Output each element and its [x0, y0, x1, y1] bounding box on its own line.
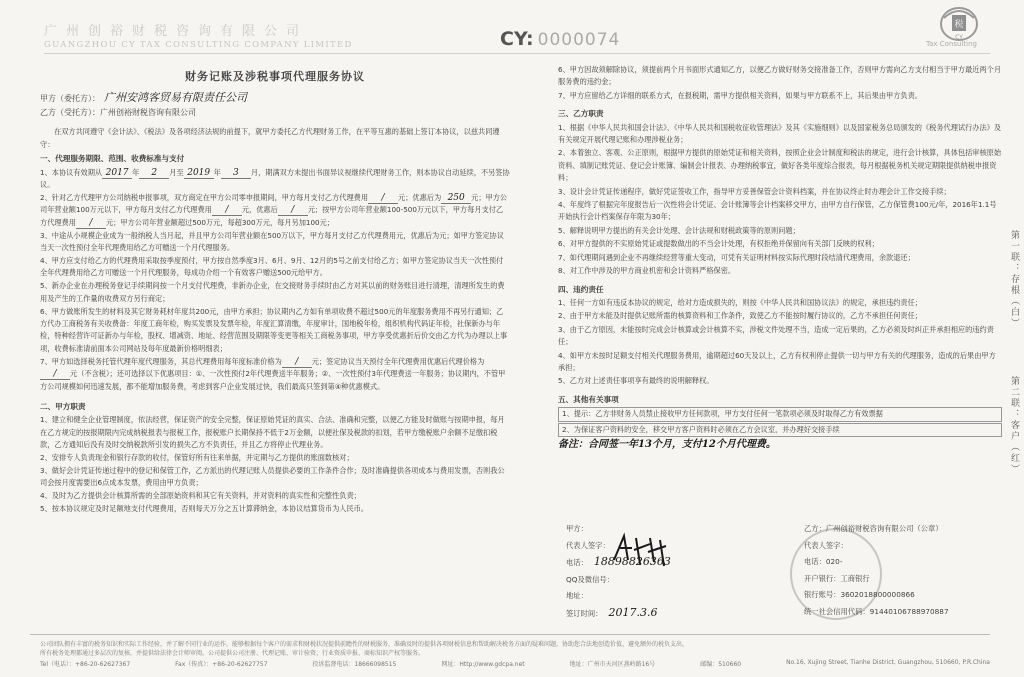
svg-text:CY: CY	[955, 34, 963, 41]
sig-b-credit: 统一社会信用代码：91440106788970887	[804, 606, 949, 616]
handwritten-fill: /	[368, 193, 398, 204]
party-a-handwritten-signature	[610, 530, 680, 570]
section-2-clause: 4、及时为乙方提供会计核算所需的全部原始资料和其它有关资料，并对资料的真实性和完整性负责；	[40, 491, 361, 501]
serial-value: 0000074	[537, 30, 621, 50]
section-3-clause: 6、对甲方提供的不实原始凭证或提数做出的不当会计处理，有权拒绝并保留向有关部门反映的权利；	[558, 239, 879, 249]
section-3-clause: 4、年度终了根据完年度报告后一次性将会计凭证、会计账簿等会计档案移交甲方，由甲方自行保管，乙方保管费100元/年，2016年1.1号开始执行会计档案保存年限为30年；	[558, 200, 997, 222]
party-b-signature-block	[804, 521, 1004, 620]
footer-fax: Fax（传真）：+86-20-62627757	[175, 661, 268, 668]
handwritten-fill: 250	[441, 193, 471, 204]
section-4-clause: 4、如甲方未按时足额支付相关代理服务费用，逾期超过60天及以上，乙方有权利停止提供一切与甲方有关的代理服务，造成的后果由甲方承担；	[558, 350, 996, 372]
sig-a-address: 地址：	[566, 591, 588, 600]
sig-b-party: 乙方：广州创裕财税咨询有限公司（公章）	[804, 524, 943, 533]
handwritten-fill: 2017	[102, 168, 132, 179]
party-b-name: 广州创裕财税咨询有限公司	[100, 108, 196, 118]
section-4-clause: 1、任何一方如有违反本协议的规定，给对方造成损失的，则按《中华人民共和国协议法》的规定，承担违约责任；	[558, 297, 922, 307]
serial-number	[500, 28, 620, 50]
handwritten-fill: /	[76, 218, 106, 229]
section-1-clause: 5、新办企业在办理税务登记手续期间按一个月支付代理费，非新办企业，在交接财务手续时由乙方对其以前的财务账目进行清理，清理所发生的费用及产生的工作量的收费双方另行商定；	[40, 281, 505, 303]
handwritten-fill: /	[40, 369, 70, 380]
sig-a-date: 签订时间： 2017.3.6	[566, 605, 658, 619]
section-3-clause: 2、本着独立、客观、公正原则，根据甲方提供的原始凭证和相关资料，按照企业会计制度和税法的规定，进行会计核算，具体包括审核原始资料、填制记账凭证、登记会计账簿、编制会计报表、办理纳税事宜，做好各类年度综合报表，每月根据税务机关规定期限提供纳税申报资料；	[558, 148, 1002, 183]
company-name-cn: 广州创裕财税咨询有限公司	[44, 24, 309, 39]
sig-b-account: 银行账号：3602018800000866	[804, 590, 915, 599]
section-2-clause: 7、甲方应留给乙方详细的联系方式，在报税期，需甲方提供相关资料，如果与甲方联系不上，其后果由甲方负责。	[558, 90, 922, 100]
left-column	[40, 60, 510, 516]
handwritten-fill: /	[278, 205, 308, 216]
section-3-clauses	[558, 122, 1002, 278]
sig-b-rep: 代表人签字：	[804, 540, 848, 550]
section-1-title: 一、代理服务期限、范围、收费标准与支付	[40, 154, 185, 164]
handwritten-fill: 2	[139, 168, 169, 179]
section-3-clause: 8、对工作中涉及的甲方商业机密和会计资料严格保密。	[558, 266, 736, 276]
section-3-title: 三、乙方职责	[558, 109, 604, 119]
section-4-clauses	[558, 297, 1002, 388]
stub-label-2: 第二联：客户（红）	[1009, 376, 1019, 475]
section-4-clause: 5、乙方对上述责任事项享有最终的说明解释权。	[558, 376, 714, 386]
section-2-clause: 6、甲方因故须解除协议，须提前两个月书面形式通知乙方，以便乙方做好财务交接准备工作，否则甲方需向乙方支付相当于甲方最近两个月服务费的违约金；	[558, 65, 1002, 87]
footer-postcode: 邮编：510660	[700, 661, 742, 668]
section-2-clause: 1、建立和健全企业管理制度，依法经营，保证资产的安全完整，保证原始凭证的真实、合法、准确和完整，以便乙方能及时做账与按期申报，每月在乙方规定的按报期限内完成纳税报表与报税工作，报税账户长期保持不低于2万金额，以便社保及税款的扣划，若甲方缴税账户余额不足缴扣税款，乙方通知后没有及时交纳税款所引发的损失乙方不负责任，并且乙方将停止代理业务。	[40, 415, 505, 450]
section-2-continued	[558, 64, 1002, 102]
section-5-clause: 1、提示：乙方非财务人员禁止接收甲方任何款项，甲方支付任何一笔款项必须及时取得乙方有效票据	[558, 407, 1002, 421]
logo-caption: Tax Consulting	[926, 40, 977, 48]
section-5-clauses	[558, 407, 1002, 437]
section-1-clause: 2、针对乙方代理甲方公司纳税申报事项，双方商定在甲方公司零申报期间，甲方每月支付乙方代理费用 / 元；优惠后为 250 元；甲方公司年营业额100万元以下，甲方每月支付乙方代理费用 / 元，优惠后 / 元；按甲方公司年营业额100-500万元以下，甲方每月支付乙方代理费用 / 元；甲方公司年营业额超过500万元，每超300万元，每月另加100元；	[40, 192, 508, 228]
sig-b-bank: 开户银行：工商银行	[804, 573, 870, 583]
section-1-clause: 7、甲方如选择税务托管代理年度代理服务，其总代理费用每年度标准价格为 / 元；签定协议当天预付全年代理费用优惠后代理价格为/ 元（不含税）；还可选择以下优惠项目：①、一次性预付2年代理费送半年服务；②、一次性预付3年代理费送一年服务；协议期内，不管甲方公司规模如何迅速发展，都不能增加服务费，考虑到客户企业发展过快，我们最高只签到第④种优惠模式。	[40, 356, 506, 391]
section-1-clause: 1、本协议有效期从 2017 年 2 月至 2019 年 3 月，期满双方未提出书面异议视继续代理财务工作，则本协议自动延续，不另签协议。	[40, 167, 510, 190]
section-5-title: 五、其他有关事项	[558, 394, 619, 404]
section-2-clause: 5、按本协议规定及时足额地支付代理费用，否则每天万分之五计算滞纳金，本协议结算货币为人民币。	[40, 504, 369, 514]
stub-label-1: 第一联：存根（白）	[1009, 230, 1019, 329]
footer-divider	[30, 634, 990, 635]
footer-address-en: No.16, Xujing Street, Tianhe District, Guangzhou, 510660, P.R.China	[786, 659, 990, 666]
sig-a-qq: QQ及微信号：	[566, 574, 614, 584]
section-3-clause: 7、如代理期间遇到企业不再继续经营等重大变动，可凭有关证明材料按实际代理时段结清代理费用，余款退还；	[558, 252, 915, 262]
section-2-clause: 2、安排专人负责现金和银行存款的收付，保管好所有往来单据，并定期与乙方提供的账面数核对；	[40, 453, 354, 463]
footer-line-2: 所有税务处理都通过多层次的复核，并提供给法律会计师审阅。公司提供公司注册、代理记账、审计验资、行业资质申报、商标知识产权等服务。	[40, 650, 425, 657]
sig-b-phone: 电话：020-	[804, 557, 843, 566]
intro-paragraph: 在双方共同遵守《会计法》、《税法》及各项经济法规的前提下，就甲方委托乙方代理财务工作，在平等互惠的基础上签订本协议，以兹共同遵守：	[40, 127, 500, 149]
serial-label: CY:	[500, 28, 534, 50]
section-4-clause: 2、由于甲方未能及时提供记账所需的核算资料和工作条件，致使乙方不能按时履行协议的，乙方不承担任何责任；	[558, 311, 922, 321]
header-divider	[44, 53, 990, 54]
section-5-clause: 2、为保证客户资料的安全，移交甲方客户资料时必须在乙方会议室，并办理好交接手续	[558, 423, 1002, 437]
party-b-line	[40, 106, 510, 120]
footer-tel: Tel（电话）：+86-20-62627367	[40, 661, 131, 668]
section-4-clause: 3、由于乙方原因，未能按时完成会计核算或会计核算不实，涉税文件处理不当，造成一定后果的，乙方必须及时纠正并承担相应的违约责任；	[558, 324, 994, 347]
company-name-en: GUANGZHOU CY TAX CONSULTING COMPANY LIMITED	[44, 40, 353, 50]
section-1-clause: 3、中途从小规模企业成为一般纳税人当月起，并且甲方公司年营业额在500万以下，甲方每月支付乙方代理费用元，优惠后为元；如甲方签定协议当天一次性预付全年代理费用给乙方可赠送一个月代理服务。	[40, 230, 504, 253]
section-1-clauses	[40, 167, 510, 393]
handwritten-fill: 2019	[184, 168, 214, 179]
footer-address: 地址：广州市天河区燕岭路16号	[569, 661, 656, 668]
section-1-clause: 6、甲方做账所发生的材料及其它财务耗材年度共200元，由甲方承担；协议期内乙方如有单项收费不超过500元的年度服务费用不再另行通知；乙方代办工商税务有关收费备：年度工商年检，购买发票及发票年检，年度汇算清缴，年度审计，国地税年检，组织机构代码证年检，社保新办与年检，特种经营许可证新办与年检，股权、增减资、地址、经营范围及期限等变更等相关工商税务事项，甲方享受优惠折后价交由乙方代为办理以上事项，收费标准请前面本公司网站及每年度最新价格明细表；	[40, 306, 508, 353]
handwritten-remark: 备注：合同签一年13个月，支付12个月代理费。	[558, 438, 776, 450]
section-1-clause: 4、甲方应支付给乙方的代理费用采取按季度预付，甲方按自然季度3月、6月、9月、12月的5号之前支付给乙方；如甲方签定协议当天一次性预付全年代理费用给乙方可赠送一个月代理服务，每成功介绍一个有效客户赠送500元给甲方。	[40, 255, 504, 278]
footer-mobile: 投诉监督电话：18666098515	[312, 661, 397, 668]
section-3-clause: 5、解释说明甲方提出的有关会计处理、会计法规和财税政策等的原则问题；	[558, 225, 800, 235]
section-3-clause: 1、根据《中华人民共和国会计法》、《中华人民共和国税收征收管理法》及其《实施细则》以及国家税务总局颁发的《税务代理试行办法》及有关规定开展代理记账和办理涉税业务；	[558, 122, 1002, 145]
document-title: 财务记账及涉税事项代理服务协议	[185, 70, 365, 83]
section-2-clauses	[40, 414, 510, 515]
sig-a-rep: 代表人签字：	[566, 540, 610, 550]
footer-line-1: 公司团队拥有丰富的税务知识和实际工作经验，并了解不同行业的运作，能够根据每个客户的需求和财税状况提供前瞻性的财税服务，准确及时的提供各项财税信息和帮助解决税务方面的疑难问题，协助您合法地创造价值，避免额外的税负支出，	[40, 641, 689, 648]
handwritten-fill: /	[282, 357, 312, 368]
sig-a-phone: 电话： 18898826363	[566, 555, 671, 568]
party-a-label: 甲方（委托方）：	[40, 94, 100, 104]
party-a-name: 广州安鸿客贸易有限责任公司	[104, 91, 247, 105]
section-2-title: 二、甲方职责	[40, 401, 86, 411]
party-b-label: 乙方（受托方）：	[40, 108, 100, 118]
section-3-clause: 3、设计会计凭证传递程序，做好凭证签收工作，指导甲方妥善保管会计资料档案，并在协议终止时办理会计工作交接手续；	[558, 186, 951, 196]
footer-url: 网址：Http://www.gdcpa.net	[441, 661, 525, 668]
handwritten-fill: /	[212, 205, 242, 216]
party-a-line	[40, 91, 510, 106]
right-column	[558, 64, 1002, 451]
section-4-title: 四、违约责任	[558, 284, 604, 294]
svg-text:税: 税	[954, 20, 964, 30]
footer-contact	[40, 659, 990, 668]
section-2-clause: 3、做好会计凭证传递过程中的登记和保管工作，乙方派出的代理记账人员提供必要的工作条件合作；及时准确提供各项成本与费用发票，否则我公司会按月度需要出6点成本发票，费用由甲方负责；	[40, 465, 505, 488]
sig-a-party: 甲方：	[566, 524, 588, 533]
handwritten-fill: 3	[221, 168, 251, 179]
